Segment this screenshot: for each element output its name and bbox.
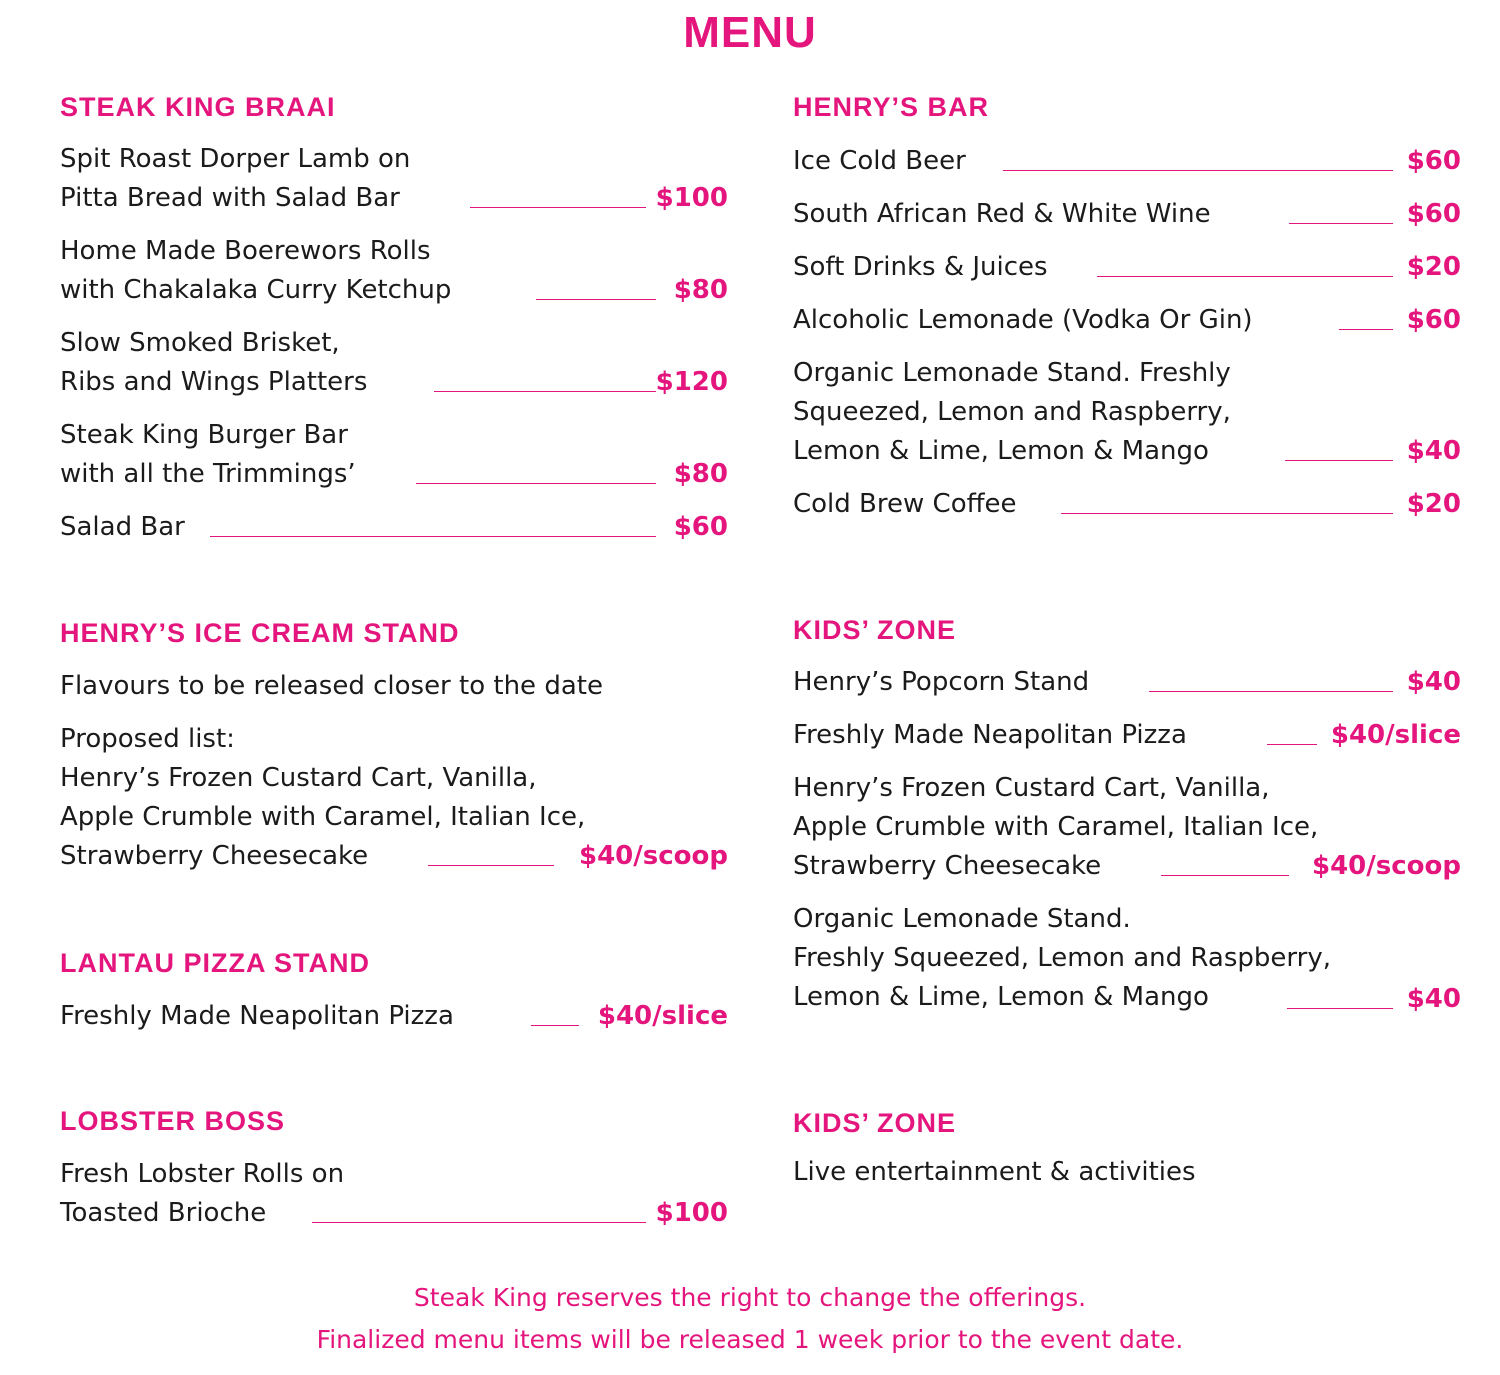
section-heading: HENRY’S ICE CREAM STAND — [60, 618, 460, 648]
item-text-line: Organic Lemonade Stand. — [793, 904, 1131, 934]
item-text-line: South African Red & White Wine — [793, 199, 1211, 229]
section-heading: HENRY’S BAR — [793, 92, 990, 122]
dotted-leader — [1289, 223, 1393, 224]
item-text-line: Apple Crumble with Caramel, Italian Ice, — [60, 802, 586, 832]
section-heading: LANTAU PIZZA STAND — [60, 948, 370, 978]
item-text-line: Henry’s Popcorn Stand — [793, 667, 1090, 697]
dotted-leader — [1339, 329, 1393, 330]
footer-line: Steak King reserves the right to change the offerings. — [413, 1283, 1087, 1312]
item-price: $60 — [1406, 146, 1461, 176]
item-text-line: Organic Lemonade Stand. Freshly — [793, 358, 1231, 388]
item-text-line: Henry’s Frozen Custard Cart, Vanilla, — [60, 763, 537, 793]
item-text-line: Toasted Brioche — [60, 1198, 267, 1228]
dotted-leader — [428, 865, 554, 866]
section-heading: LOBSTER BOSS — [60, 1106, 286, 1136]
item-price: $120 — [655, 367, 728, 397]
item-text-line: Ice Cold Beer — [793, 146, 966, 176]
footer-disclaimer — [0, 1277, 1500, 1361]
item-text-line: Steak King Burger Bar — [60, 420, 348, 450]
item-text-line: Home Made Boerewors Rolls — [60, 236, 431, 266]
item-text-line: Lemon & Lime, Lemon & Mango — [793, 436, 1209, 466]
item-price: $60 — [1406, 199, 1461, 229]
item-price: $60 — [1406, 305, 1461, 335]
item-price: $40/scoop — [1312, 851, 1461, 881]
item-text-line: Pitta Bread with Salad Bar — [60, 183, 400, 213]
item-price: $40 — [1406, 436, 1461, 466]
dotted-leader — [470, 207, 646, 208]
item-text-line: Fresh Lobster Rolls on — [60, 1159, 345, 1189]
dotted-leader — [536, 299, 656, 300]
item-text-line: Freshly Squeezed, Lemon and Raspberry, — [793, 943, 1331, 973]
dotted-leader — [1267, 744, 1317, 745]
item-price: $20 — [1406, 489, 1461, 519]
item-price: $100 — [655, 1198, 728, 1228]
item-text-line: with Chakalaka Curry Ketchup — [60, 275, 452, 305]
item-text-line: Ribs and Wings Platters — [60, 367, 368, 397]
item-price: $80 — [673, 275, 728, 305]
item-text-line: with all the Trimmings’ — [60, 459, 356, 489]
item-text-line: Strawberry Cheesecake — [793, 851, 1102, 881]
item-text-line: Squeezed, Lemon and Raspberry, — [793, 397, 1231, 427]
item-text-line: Spit Roast Dorper Lamb on — [60, 144, 411, 174]
item-text-line: Henry’s Frozen Custard Cart, Vanilla, — [793, 773, 1270, 803]
item-price: $40/slice — [597, 1001, 728, 1031]
item-price: $40 — [1406, 667, 1461, 697]
item-text-line: Cold Brew Coffee — [793, 489, 1017, 519]
dotted-leader — [1161, 875, 1289, 876]
item-price: $80 — [673, 459, 728, 489]
footer-line: Finalized menu items will be released 1 week prior to the event date. — [316, 1325, 1184, 1354]
item-text-line: Alcoholic Lemonade (Vodka Or Gin) — [793, 305, 1253, 335]
item-price: $100 — [655, 183, 728, 213]
menu-title: MENU — [683, 8, 817, 57]
item-text-line: Lemon & Lime, Lemon & Mango — [793, 982, 1209, 1012]
section-heading: STEAK KING BRAAI — [60, 92, 336, 122]
dotted-leader — [434, 391, 656, 392]
item-price: $40/slice — [1330, 720, 1461, 750]
section-heading: KIDS’ ZONE — [793, 1108, 957, 1138]
item-price: $40/scoop — [579, 841, 728, 871]
dotted-leader — [1285, 460, 1393, 461]
item-text-line: Strawberry Cheesecake — [60, 841, 369, 871]
item-price: $40 — [1406, 984, 1461, 1014]
section-note: Flavours to be released closer to the date — [60, 671, 603, 701]
dotted-leader — [210, 536, 656, 537]
item-text-line: Freshly Made Neapolitan Pizza — [60, 1001, 454, 1031]
item-text-line: Apple Crumble with Caramel, Italian Ice, — [793, 812, 1319, 842]
dotted-leader — [416, 483, 656, 484]
dotted-leader — [1003, 170, 1393, 171]
item-text-line: Salad Bar — [60, 512, 185, 542]
item-text-line: Proposed list: — [60, 724, 235, 754]
dotted-leader — [312, 1222, 646, 1223]
item-price: $60 — [673, 512, 728, 542]
item-text-line: Soft Drinks & Juices — [793, 252, 1048, 282]
item-text-line: Slow Smoked Brisket, — [60, 328, 340, 358]
item-text-line: Freshly Made Neapolitan Pizza — [793, 720, 1187, 750]
item-price: $20 — [1406, 252, 1461, 282]
dotted-leader — [1287, 1008, 1393, 1009]
dotted-leader — [1097, 276, 1393, 277]
section-note: Live entertainment & activities — [793, 1157, 1196, 1187]
dotted-leader — [1149, 691, 1393, 692]
dotted-leader — [531, 1025, 579, 1026]
dotted-leader — [1061, 513, 1393, 514]
section-heading: KIDS’ ZONE — [793, 615, 957, 645]
